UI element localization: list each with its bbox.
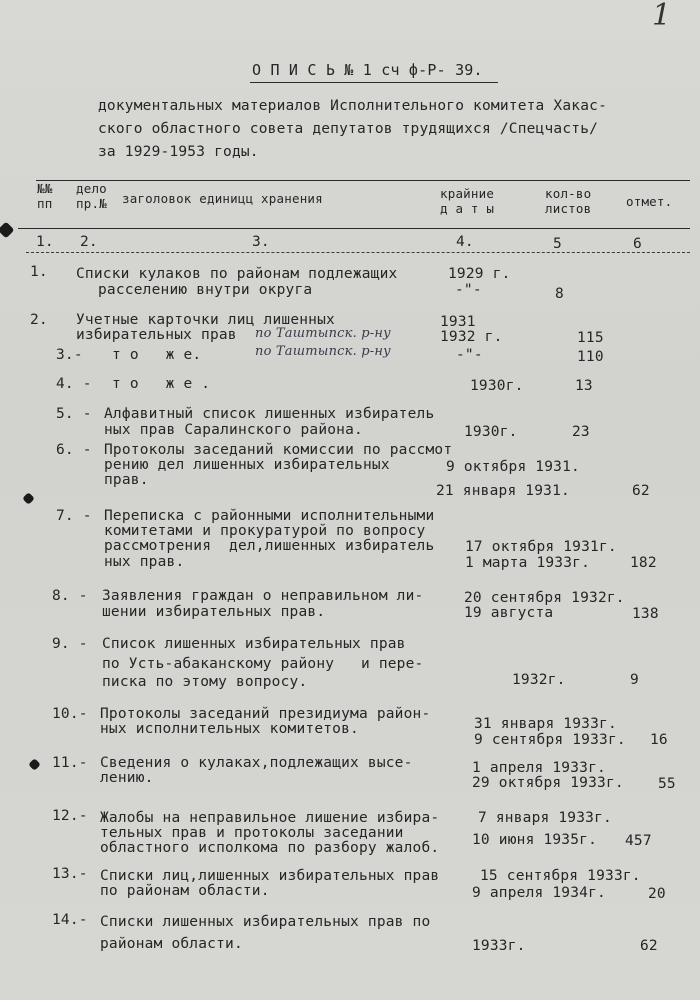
row-title-line: по Усть-абаканскому району и пере- — [102, 656, 424, 672]
row-date: 21 января 1931. — [436, 483, 570, 499]
row-title-line: Протоколы заседаний президиума район- — [100, 706, 431, 722]
row-title-line: Заявления граждан о неправильном ли- — [102, 588, 424, 604]
row-number: 9. - — [52, 636, 88, 652]
row-number: 1. — [30, 264, 48, 280]
subtitle-line: за 1929-1953 годы. — [98, 144, 259, 160]
row-number: 13.- — [52, 866, 88, 882]
row-title-line: избирательных прав — [76, 327, 237, 343]
row-number: 7. - — [56, 508, 92, 524]
row-title-line: Списки лиц,лишенных избирательных прав — [100, 868, 440, 884]
row-title-line: т о ж е. — [112, 347, 202, 363]
row-number: 11.- — [52, 755, 88, 771]
row-title-line: шении избирательных прав. — [102, 604, 326, 620]
page-number: 1 — [652, 0, 672, 33]
row-sheets: 138 — [632, 606, 659, 622]
row-date: 1930г. — [464, 424, 518, 440]
row-date: -"- — [456, 347, 483, 363]
row-title-line: Список лишенных избирательных прав — [102, 636, 406, 652]
column-number: 1. — [36, 234, 54, 250]
row-sheets: 457 — [625, 833, 652, 849]
row-date: 1931 — [440, 314, 476, 330]
row-title-line: т о ж е . — [112, 376, 211, 392]
row-date: 1 марта 1933г. — [465, 555, 591, 571]
row-number: 8. - — [52, 588, 88, 604]
row-sheets: 23 — [572, 424, 590, 440]
row-title-line: рассмотрения дел,лишенных избиратель — [104, 538, 435, 554]
header-dates: д а т ы — [440, 201, 495, 216]
binding-hole — [22, 492, 35, 505]
row-date: 7 января 1933г. — [478, 810, 612, 826]
row-date: 31 января 1933г. — [474, 716, 617, 732]
row-title-line: Списки кулаков по районам подлежащих — [76, 266, 398, 282]
binding-hole — [0, 222, 14, 239]
row-title-line: Списки лишенных избирательных прав по — [100, 914, 431, 930]
row-title-line: рению дел лишенных избирательных — [104, 457, 390, 473]
row-title-line: лению. — [100, 770, 154, 786]
row-sheets: 55 — [658, 776, 676, 792]
row-date: 17 октября 1931г. — [465, 539, 617, 555]
header-dates: крайние — [440, 186, 495, 201]
row-date: 1932г. — [512, 672, 566, 688]
row-title-line: Алфавитный список лишенных избиратель — [104, 406, 435, 422]
row-title-line: ных исполнительных комитетов. — [100, 721, 359, 737]
column-number: 5 — [553, 236, 562, 252]
row-date: 15 сентября 1933г. — [480, 868, 641, 884]
row-title-line: Переписка с районными исполнительными — [104, 508, 435, 524]
subtitle-line: документальных материалов Исполнительного комитета Хакас- — [98, 98, 607, 114]
row-title-line: районам области. — [100, 936, 243, 952]
row-title-line: Жалобы на неправильное лишение избира- — [100, 810, 440, 826]
row-number: 3.- — [56, 347, 83, 363]
row-date: 1933г. — [472, 938, 526, 954]
row-sheets: 16 — [650, 732, 668, 748]
row-date: 1929 г. — [448, 266, 511, 282]
column-number: 3. — [252, 234, 270, 250]
row-sheets: 182 — [630, 555, 657, 571]
row-sheets: 20 — [648, 886, 666, 902]
row-sheets: 115 — [577, 330, 604, 346]
header-case: пр.№ — [76, 196, 107, 211]
row-title-line: ных прав Саралинского района. — [104, 422, 363, 438]
row-title-line: Сведения о кулаках,подлежащих высе- — [100, 755, 413, 771]
header-title: заголовок единицц хранения — [122, 191, 323, 206]
row-title-line: Учетные карточки лиц лишенных — [76, 312, 335, 328]
row-date: 9 октября 1931. — [446, 459, 580, 475]
header-num: пп — [37, 196, 53, 211]
handwritten-note: по Таштыпск. р-ну — [255, 344, 391, 359]
row-number: 6. - — [56, 442, 92, 458]
row-date: 10 июня 1935г. — [472, 832, 598, 848]
row-title-line: Протоколы заседаний комиссии по рассмот — [104, 442, 453, 458]
row-sheets: 8 — [555, 286, 564, 302]
row-sheets: 62 — [640, 938, 658, 954]
row-date: 9 сентября 1933г. — [474, 732, 626, 748]
row-date: 1930г. — [470, 378, 524, 394]
row-title-line: прав. — [104, 472, 149, 488]
header-num: №№ — [37, 181, 53, 196]
column-number: 6 — [633, 236, 642, 252]
document-title: О П И С Ь № 1 сч ф-Р- 39. — [252, 61, 483, 79]
header-notes: отмет. — [626, 194, 673, 209]
header-bottom-rule — [26, 252, 690, 253]
row-sheets: 13 — [575, 378, 593, 394]
header-top-rule — [36, 180, 690, 181]
handwritten-note: по Таштыпск. р-ну — [255, 326, 391, 341]
row-number: 14.- — [52, 912, 88, 928]
header-sheets: кол-во — [545, 186, 592, 201]
row-number: 2. — [30, 312, 48, 328]
row-sheets: 9 — [630, 672, 639, 688]
subtitle-line: ского областного совета депутатов трудящихся /Спецчасть/ — [98, 121, 599, 137]
row-date: 9 апреля 1934г. — [472, 885, 606, 901]
header-case: дело — [76, 181, 107, 196]
row-number: 10.- — [52, 706, 88, 722]
row-title-line: ных прав. — [104, 554, 185, 570]
row-number: 5. - — [56, 406, 92, 422]
row-sheets: 62 — [632, 483, 650, 499]
row-title-line: писка по этому вопросу. — [102, 674, 308, 690]
header-sheets: листов — [545, 201, 592, 216]
row-title-line: комитетами и прокуратурой по вопросу — [104, 523, 426, 539]
row-title-line: расселению внутри округа — [98, 282, 313, 298]
row-title-line: областного исполкома по разбору жалоб. — [100, 840, 440, 856]
title-underline — [250, 82, 498, 83]
row-date: -"- — [455, 282, 482, 298]
row-date: 1 апреля 1933г. — [472, 760, 606, 776]
row-date: 1932 г. — [440, 329, 503, 345]
header-mid-rule — [18, 228, 690, 229]
binding-hole — [28, 758, 41, 771]
row-date: 19 августа — [464, 605, 554, 621]
row-title-line: по районам области. — [100, 883, 270, 899]
row-date: 29 октября 1933г. — [472, 775, 624, 791]
column-number: 4. — [456, 234, 474, 250]
row-date: 20 сентября 1932г. — [464, 590, 625, 606]
row-number: 12.- — [52, 808, 88, 824]
column-number: 2. — [80, 234, 98, 250]
row-title-line: тельных прав и протоколы заседании — [100, 825, 404, 841]
row-number: 4. - — [56, 376, 92, 392]
row-sheets: 110 — [577, 349, 604, 365]
